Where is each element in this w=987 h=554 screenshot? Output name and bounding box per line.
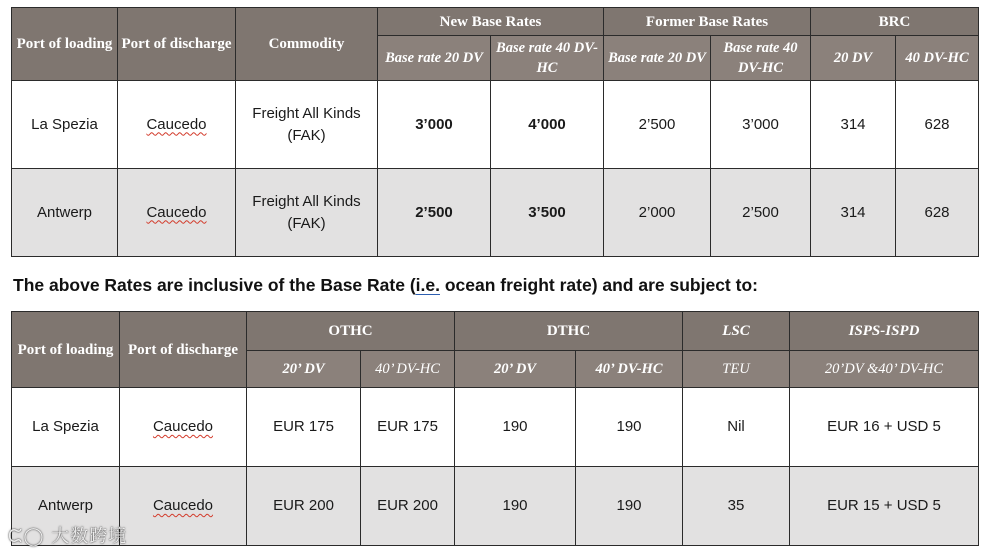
header-commodity: Commodity [236, 8, 378, 81]
table-row [12, 467, 979, 546]
header-dthc-20: 20’ DV [455, 351, 576, 388]
cell-new-base-20: 3’000 [378, 81, 491, 169]
header-brc-40: 40 DV-HC [896, 36, 979, 81]
cell-dthc-40: 190 [576, 388, 683, 467]
header-port-of-discharge: Port of discharge [118, 8, 236, 81]
cell-port-of-loading: Antwerp [12, 169, 118, 257]
header-lsc: LSC [683, 312, 790, 351]
cell-former-base-20: 2’500 [604, 81, 711, 169]
base-rates-table [11, 7, 979, 257]
header-brc: BRC [811, 8, 979, 36]
cell-new-base-40: 4’000 [491, 81, 604, 169]
cell-new-base-20: 2’500 [378, 169, 491, 257]
note-abbreviation: i.e. [415, 275, 440, 295]
header-isps-unit: 20’DV &40’ DV-HC [790, 351, 979, 388]
header-othc: OTHC [247, 312, 455, 351]
header-new-base-20: Base rate 20 DV [378, 36, 491, 81]
cell-port-of-discharge [118, 81, 236, 169]
header-dthc-40: 40’ DV-HC [576, 351, 683, 388]
cell-lsc: 35 [683, 467, 790, 546]
cell-commodity: Freight All Kinds (FAK) [236, 81, 378, 169]
cell-brc-40: 628 [896, 169, 979, 257]
header-port-of-discharge: Port of discharge [120, 312, 247, 388]
cell-lsc: Nil [683, 388, 790, 467]
header-lsc-unit: TEU [683, 351, 790, 388]
cell-port-of-discharge [118, 169, 236, 257]
watermark [8, 522, 127, 548]
cell-dthc-20: 190 [455, 388, 576, 467]
header-new-base-40: Base rate 40 DV-HC [491, 36, 604, 81]
cell-dthc-40: 190 [576, 467, 683, 546]
note-text-end: ocean freight rate) and are subject to: [439, 275, 758, 295]
cell-brc-40: 628 [896, 81, 979, 169]
cell-new-base-40: 3’500 [491, 169, 604, 257]
header-othc-40: 40’ DV-HC [361, 351, 455, 388]
cell-former-base-40: 3’000 [711, 81, 811, 169]
cell-former-base-20: 2’000 [604, 169, 711, 257]
header-new-base-rates: New Base Rates [378, 8, 604, 36]
cell-port-of-discharge [120, 388, 247, 467]
cell-othc-40: EUR 175 [361, 388, 455, 467]
cell-othc-20: EUR 200 [247, 467, 361, 546]
cell-dthc-20: 190 [455, 467, 576, 546]
cell-port-of-discharge [120, 467, 247, 546]
cell-brc-20: 314 [811, 81, 896, 169]
watermark-text: 大数跨境 [51, 526, 128, 547]
spellcheck-text: Caucedo [152, 418, 214, 435]
cell-othc-20: EUR 175 [247, 388, 361, 467]
cell-former-base-40: 2’500 [711, 169, 811, 257]
table-row [12, 81, 979, 169]
table-row [12, 169, 979, 257]
cell-port-of-loading: La Spezia [12, 388, 120, 467]
header-port-of-loading: Port of loading [12, 8, 118, 81]
cell-port-of-loading: La Spezia [12, 81, 118, 169]
cell-isps-ispd: EUR 16 + USD 5 [790, 388, 979, 467]
note-text-start: The above Rates are inclusive of the Base Rate ( [13, 275, 416, 295]
surcharges-table [11, 311, 979, 546]
header-former-base-20: Base rate 20 DV [604, 36, 711, 81]
cell-commodity: Freight All Kinds (FAK) [236, 169, 378, 257]
spellcheck-text: Caucedo [146, 203, 207, 221]
watermark-logo-icon: ᙅ◯ [8, 526, 52, 547]
header-former-base-40: Base rate 40 DV-HC [711, 36, 811, 81]
spellcheck-text: Caucedo [152, 497, 214, 514]
spellcheck-text: Caucedo [146, 115, 207, 133]
header-former-base-rates: Former Base Rates [604, 8, 811, 36]
header-dthc: DTHC [455, 312, 683, 351]
header-isps-ispd: ISPS-ISPD [790, 312, 979, 351]
cell-port-of-loading: Antwerp [12, 467, 120, 546]
cell-isps-ispd: EUR 15 + USD 5 [790, 467, 979, 546]
header-brc-20: 20 DV [811, 36, 896, 81]
header-othc-20: 20’ DV [247, 351, 361, 388]
header-port-of-loading: Port of loading [12, 312, 120, 388]
cell-othc-40: EUR 200 [361, 467, 455, 546]
cell-brc-20: 314 [811, 169, 896, 257]
table-row [12, 388, 979, 467]
rates-note [13, 275, 758, 296]
